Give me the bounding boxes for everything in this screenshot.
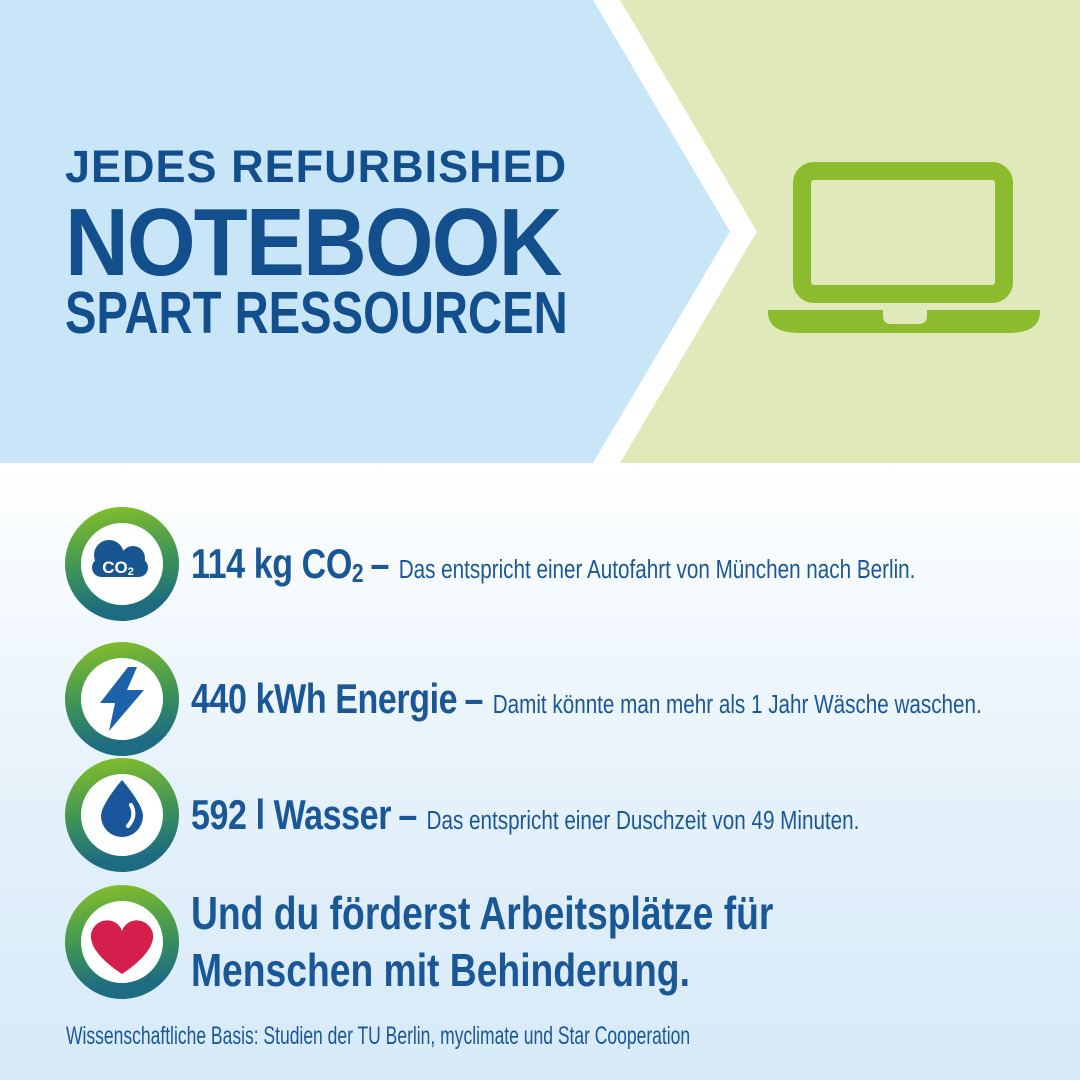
- stat-line: [191, 540, 915, 589]
- stat-row-water: [65, 758, 1016, 872]
- impact-row: [65, 885, 910, 999]
- stats-section: [0, 463, 1080, 1080]
- co2-cloud-label: CO2: [102, 558, 134, 578]
- stat-value: 592 l Wasser –: [191, 790, 417, 838]
- impact-line-1: Und du förderst Arbeitsplätze für: [191, 887, 774, 939]
- stat-description: Damit könnte man mehr als 1 Jahr Wäsche waschen.: [492, 690, 982, 719]
- source-note: Wissenschaftliche Basis: Studien der TU Berlin, myclimate und Star Cooperation: [66, 1022, 691, 1050]
- co2-badge: [65, 507, 179, 621]
- water-badge: [65, 758, 179, 872]
- stat-value: 440 kWh Energie –: [191, 674, 483, 722]
- header-banner: [0, 0, 1080, 463]
- stat-value: 114 kg CO2 –: [191, 539, 389, 588]
- title-line-2: NOTEBOOK: [65, 189, 561, 296]
- stat-description: Das entspricht einer Autofahrt von München nach Berlin.: [398, 555, 916, 584]
- stat-line: [191, 675, 982, 724]
- stat-description: Das entspricht einer Duschzeit von 49 Minuten.: [426, 806, 860, 835]
- title-line-1: JEDES REFURBISHED: [65, 141, 568, 192]
- stat-row-co2: [65, 507, 1080, 621]
- impact-line-2: Menschen mit Behinderung.: [191, 944, 690, 996]
- laptop-icon: [768, 160, 1040, 336]
- title-line-3: SPART RESSOURCEN: [65, 280, 568, 346]
- impact-text: [191, 885, 773, 999]
- stat-row-energy: [65, 642, 1080, 756]
- stat-line: [191, 791, 859, 840]
- heart-badge: [65, 885, 179, 999]
- energy-badge: [65, 642, 179, 756]
